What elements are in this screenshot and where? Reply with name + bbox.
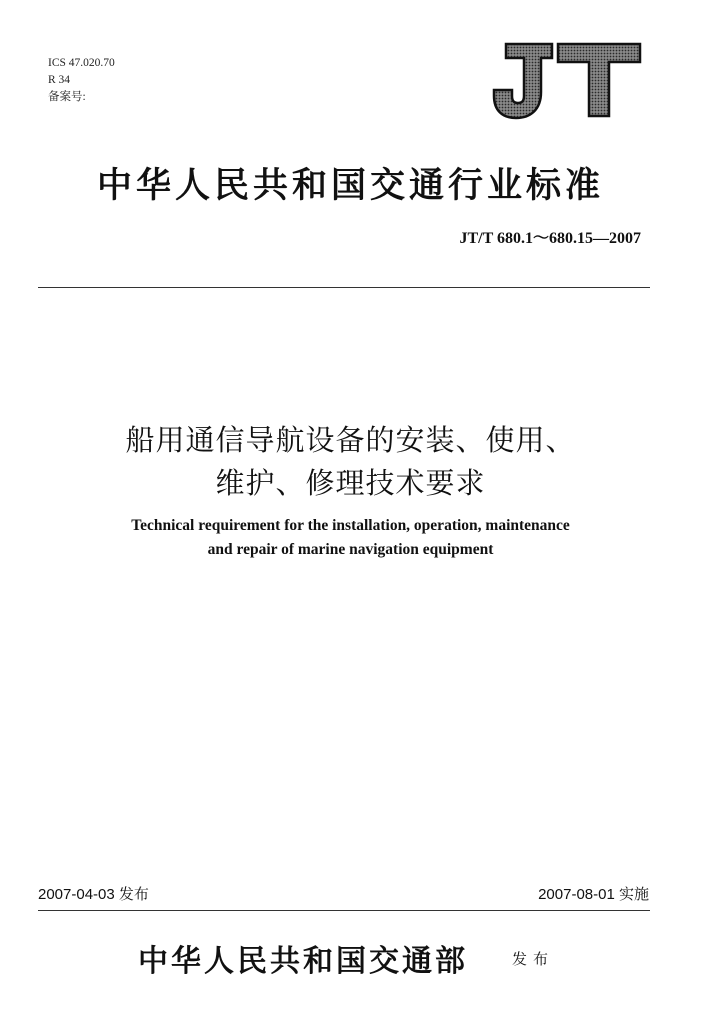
publish-label: 发布	[512, 950, 555, 968]
classification-block	[48, 55, 115, 106]
header-divider	[38, 287, 650, 288]
title-en-line2: and repair of marine navigation equipment	[207, 541, 494, 558]
title-en-line1: Technical requirement for the installation, operation, maintenance	[131, 517, 570, 534]
standard-code: JT/T 680.1～680.15—2007	[459, 230, 641, 247]
ics-code: ICS 47.020.70	[48, 57, 115, 69]
footer-divider	[38, 910, 650, 911]
filing-number: 备案号:	[48, 91, 86, 103]
issue-date: 2007-04-03 发布	[38, 886, 149, 903]
ccs-code: R 34	[48, 74, 71, 86]
implementation-date: 2007-08-01 实施	[538, 886, 649, 903]
standard-category-title: 中华人民共和国交通行业标准	[96, 165, 604, 206]
jt-logo	[492, 40, 642, 120]
title-zh-line2: 维护、修理技术要求	[215, 466, 486, 500]
publisher-name: 中华人民共和国交通部	[138, 944, 468, 979]
title-zh-line1: 船用通信导航设备的安装、使用、	[125, 423, 576, 457]
